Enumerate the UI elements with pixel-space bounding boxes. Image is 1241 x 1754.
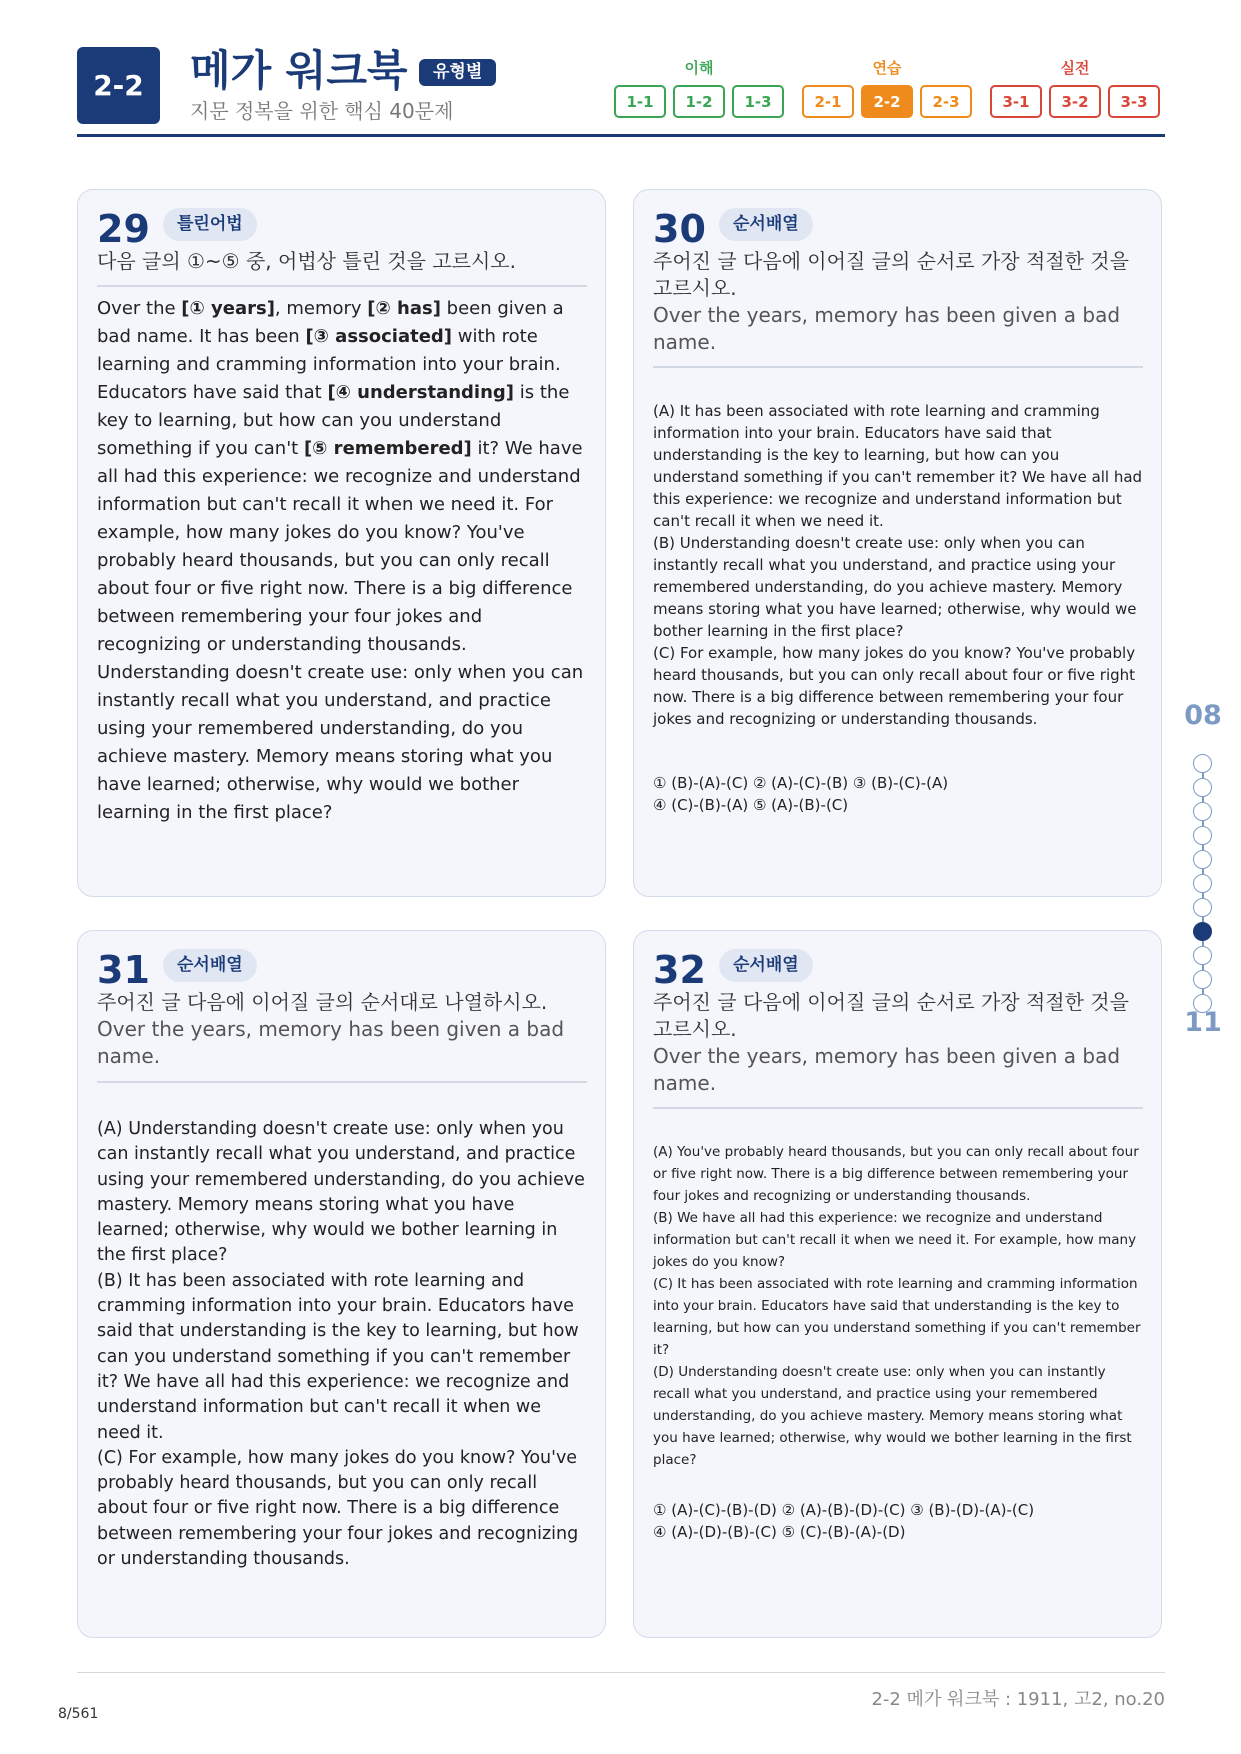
footer-divider	[77, 1672, 1165, 1673]
passage-text: Over the [① years], memory [② has] been given a bad name. It has been [③ associated] with rote learning and cramming information into your brain. Educators have said that [④ understanding] is the key to learning, but how can you understand something if you can't [⑤ remembered] it? We have all had this experience: we recognize and understand information but can't recall it when we need it. For example, how many jokes do you know? You've probably heard thousands, but you can only recall about four or five right now. There is a big difference between remembering your four jokes and recognizing or understanding thousands. Understanding doesn't create use: only when you can instantly recall what you understand, and practice using your remembered understanding, do you achieve mastery. Memory means storing what you have learned; otherwise, why would we bother learning in the first place?	[97, 298, 584, 823]
question-card-31	[77, 930, 606, 1638]
given-sentence: Over the years, memory has been given a bad name.	[97, 1017, 565, 1068]
side-nav-dot[interactable]	[1193, 778, 1212, 797]
divider	[97, 285, 587, 287]
options-line: ① (A)-(C)-(B)-(D) ② (A)-(B)-(D)-(C) ③ (B)-(D)-(A)-(C)	[653, 1501, 1035, 1519]
question-instruction	[653, 248, 1143, 356]
level-label: 실전	[1060, 59, 1090, 77]
level-button-3-1[interactable]: 3-1	[990, 85, 1042, 118]
passage-text: (A) It has been associated with rote learning and cramming information into your brain. Educators have said that understanding is the key to learning, but how can you understand something if you can't remember it? We have all had this experience: we recognize and understand information but can't recall it when we need it. (B) Understanding doesn't create use: only when you can instantly recall what you understand, and practice using your remembered understanding, do you achieve mastery. Memory means storing what you have learned; otherwise, why would we bother learning in the first place? (C) For example, how many jokes do you know? You've probably heard thousands, but you can only recall about four or five right now. There is a big difference between remembering your four jokes and recognizing or understanding thousands.	[653, 402, 1143, 728]
options-line: ④ (A)-(D)-(B)-(C) ⑤ (C)-(B)-(A)-(D)	[653, 1523, 906, 1541]
question-number: 31	[97, 948, 150, 992]
question-number: 30	[653, 207, 706, 251]
level-button-1-1[interactable]: 1-1	[614, 85, 666, 118]
question-instruction	[97, 989, 587, 1070]
blank-5: [⑤ remembered]	[303, 438, 472, 459]
level-button-2-2[interactable]: 2-2	[861, 85, 913, 118]
side-nav-dot[interactable]	[1193, 922, 1212, 941]
level-button-2-1[interactable]: 2-1	[802, 85, 854, 118]
level-group-real	[990, 58, 1160, 118]
side-nav-dot[interactable]	[1193, 850, 1212, 869]
level-button-3-2[interactable]: 3-2	[1049, 85, 1101, 118]
blank-4: [④ understanding]	[327, 382, 515, 403]
divider	[97, 1081, 587, 1083]
question-card-29	[77, 189, 606, 897]
footer-source: 2-2 메가 워크북 : 1911, 고2, no.20	[871, 1689, 1165, 1710]
divider	[653, 1107, 1143, 1109]
section-badge: 2-2	[77, 47, 160, 124]
side-nav-end-page: 11	[1184, 1007, 1222, 1038]
instruction-text: 주어진 글 다음에 이어질 글의 순서로 가장 적절한 것을 고르시오.	[653, 990, 1129, 1041]
question-card-32	[633, 930, 1162, 1638]
side-nav-dot[interactable]	[1193, 802, 1212, 821]
passage-text: (A) You've probably heard thousands, but you can only recall about four or five right now. There is a big difference between remembering your four jokes and recognizing or understanding thousands. (B) We have all had this experience: we recognize and understand information but can't recall it when we need it. For example, how many jokes do you know? (C) It has been associated with rote learning and cramming information into your brain. Educators have said that understanding is the key to learning, but how can you understand something if you can't remember it? (D) Understanding doesn't create use: only when you can instantly recall what you understand, and practice using your remembered understanding, do you achieve mastery. Memory means storing what you have learned; otherwise, why would we bother learning in the first place?	[653, 1144, 1141, 1468]
question-type-tag: 틀린어법	[163, 208, 257, 241]
side-nav-start-page: 08	[1184, 700, 1222, 731]
level-button-3-3[interactable]: 3-3	[1108, 85, 1160, 118]
question-type-tag: 순서배열	[719, 949, 813, 982]
question-card-30	[633, 189, 1162, 897]
question-type-tag: 순서배열	[163, 949, 257, 982]
blank-2: [② has]	[367, 298, 441, 319]
question-type-tag: 순서배열	[719, 208, 813, 241]
blank-3: [③ associated]	[305, 326, 453, 347]
level-group-practice	[802, 58, 972, 118]
divider	[653, 366, 1143, 368]
side-nav-dot[interactable]	[1193, 970, 1212, 989]
blank-1: [① years]	[181, 298, 275, 319]
question-number: 32	[653, 948, 706, 992]
page-counter: 8/561	[58, 1706, 99, 1722]
header-divider	[77, 134, 1165, 137]
given-sentence: Over the years, memory has been given a bad name.	[653, 1044, 1121, 1095]
question-number: 29	[97, 207, 150, 251]
side-nav-dot[interactable]	[1193, 898, 1212, 917]
instruction-text: 주어진 글 다음에 이어질 글의 순서대로 나열하시오.	[97, 990, 548, 1014]
level-group-understand	[614, 58, 784, 118]
side-nav-dot[interactable]	[1193, 754, 1212, 773]
answer-options	[653, 772, 1143, 816]
given-sentence: Over the years, memory has been given a bad name.	[653, 303, 1121, 354]
level-button-1-3[interactable]: 1-3	[732, 85, 784, 118]
options-line: ④ (C)-(B)-(A) ⑤ (A)-(B)-(C)	[653, 796, 849, 814]
side-nav-dot[interactable]	[1193, 874, 1212, 893]
level-button-1-2[interactable]: 1-2	[673, 85, 725, 118]
type-tag: 유형별	[419, 59, 496, 86]
page-title: 메가 워크북	[190, 46, 408, 95]
instruction-text: 주어진 글 다음에 이어질 글의 순서로 가장 적절한 것을 고르시오.	[653, 249, 1129, 300]
passage-text: (A) Understanding doesn't create use: only when you can instantly recall what you understand, and practice using your remembered understanding, do you achieve mastery. Memory means storing what you have learned; otherwise, why would we bother learning in the first place? (B) It has been associated with rote learning and cramming information into your brain. Educators have said that understanding is the key to learning, but how can you understand something if you can't remember it? We have all had this experience: we recognize and understand information but can't recall it when we need it. (C) For example, how many jokes do you know? You've probably heard thousands, but you can only recall about four or five right now. There is a big difference between remembering your four jokes and recognizing or understanding thousands.	[97, 1119, 585, 1570]
page-subtitle: 지문 정복을 위한 핵심 40문제	[190, 99, 454, 123]
level-label: 이해	[684, 59, 714, 77]
question-instruction	[97, 248, 587, 275]
level-label: 연습	[872, 59, 902, 77]
level-button-2-3[interactable]: 2-3	[920, 85, 972, 118]
instruction-text: 다음 글의 ①~⑤ 중, 어법상 틀린 것을 고르시오.	[97, 249, 516, 273]
side-nav-dot[interactable]	[1193, 946, 1212, 965]
side-nav-dot[interactable]	[1193, 826, 1212, 845]
question-instruction	[653, 989, 1143, 1097]
options-line: ① (B)-(A)-(C) ② (A)-(C)-(B) ③ (B)-(C)-(A)	[653, 774, 949, 792]
answer-options	[653, 1499, 1143, 1543]
